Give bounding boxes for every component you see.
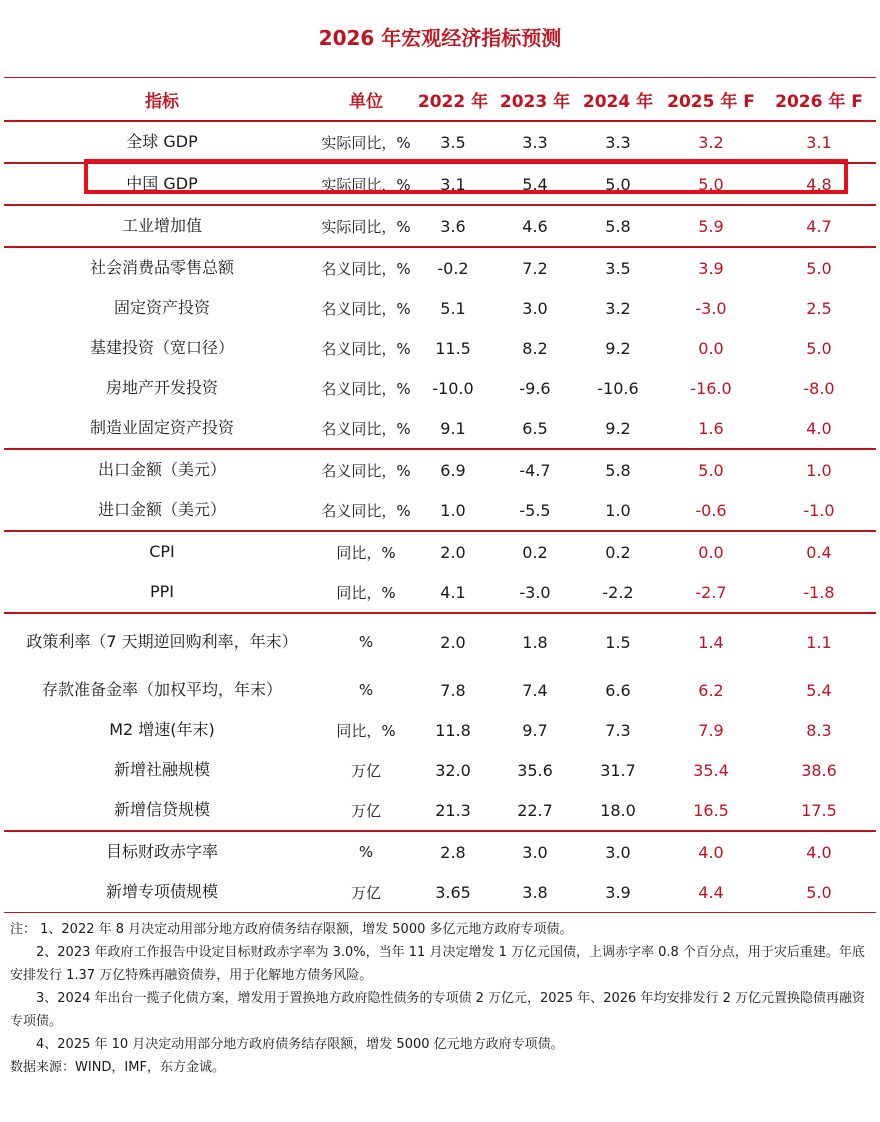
row-unit: 名义同比，% — [320, 449, 412, 490]
value-2023: -3.0 — [519, 582, 551, 602]
row-indicator-name: PPI — [149, 582, 174, 601]
row-indicator-name: 中国 GDP — [4, 163, 320, 205]
value-2022: 4.1 — [440, 582, 466, 602]
value-2025f: 6.2 — [698, 680, 724, 700]
table-row — [4, 790, 876, 831]
note-4: 4、2025 年 10 月决定动用部分地方政府债务结存限额，增发 5000 亿元地方政府专项债。 — [36, 1037, 564, 1052]
table-row — [4, 368, 876, 408]
value-2022: 3.65 — [412, 872, 494, 913]
value-2026f: -1.8 — [803, 582, 835, 602]
value-2024: 5.0 — [576, 163, 660, 205]
value-2023: 3.0 — [522, 298, 548, 318]
value-2025f: 35.4 — [693, 760, 729, 780]
value-2025f: -3.0 — [695, 298, 727, 318]
value-2025f: 5.0 — [660, 163, 762, 205]
table-row — [4, 831, 876, 872]
row-indicator-name: 政策利率（7 天期逆回购利率，年末） — [4, 613, 320, 670]
table-row — [4, 531, 876, 572]
table-row — [4, 613, 876, 670]
table-row — [4, 872, 876, 913]
value-2026f: 8.3 — [806, 720, 832, 740]
value-2025f: -0.6 — [695, 500, 727, 520]
value-2022: -10.0 — [432, 378, 474, 398]
row-unit: % — [320, 831, 412, 872]
table-row — [4, 328, 876, 368]
value-2024: 5.8 — [576, 449, 660, 490]
row-indicator-name: 进口金额（美元） — [97, 500, 226, 519]
row-indicator-name: 存款准备金率（加权平均，年末） — [41, 680, 282, 699]
header-2022: 2022 年 — [412, 78, 494, 122]
value-2022: 32.0 — [435, 760, 471, 780]
row-unit: 名义同比，% — [321, 419, 411, 438]
value-2022: 2.8 — [412, 831, 494, 872]
note-1: 注： 1、2022 年 8 月决定动用部分地方政府债务结存限额，增发 5000 多亿元地方政府专项债。 — [10, 922, 573, 937]
value-2023: 9.7 — [522, 720, 548, 740]
value-2026f: 5.4 — [806, 680, 832, 700]
value-2024: -2.2 — [602, 582, 634, 602]
header-2026f: 2026 年 F — [762, 78, 876, 122]
china-gdp-highlight-box — [84, 159, 848, 194]
value-2023: -4.7 — [494, 449, 576, 490]
row-indicator-name: 制造业固定资产投资 — [89, 418, 234, 437]
value-2026f: 0.4 — [762, 531, 876, 572]
value-2026f: 4.0 — [806, 418, 832, 438]
value-2026f: 3.1 — [806, 132, 832, 152]
value-2025f: 0.0 — [660, 531, 762, 572]
value-2025f: 4.0 — [660, 831, 762, 872]
row-indicator-name: 工业增加值 — [4, 205, 320, 247]
value-2022: 2.0 — [412, 613, 494, 670]
table-row — [4, 205, 876, 247]
value-2024: 1.5 — [576, 613, 660, 670]
table-row — [4, 408, 876, 449]
value-2023: 22.7 — [517, 800, 553, 820]
value-2022: 2.0 — [412, 531, 494, 572]
value-2022: 6.9 — [412, 449, 494, 490]
value-2025f: 4.4 — [660, 872, 762, 913]
note-2: 2、2023 年政府工作报告中设定目标财政赤字率为 3.0%，当年 11 月决定增发 1 万亿元国债，上调赤字率 0.8 个百分点，用于灾后重建。年底安排发行 1.37 万亿特殊再融资债券，用于化解地方债务风险。 — [10, 945, 865, 983]
table-row — [4, 750, 876, 790]
value-2026f: 4.7 — [762, 205, 876, 247]
notes-section — [10, 918, 874, 1079]
row-unit: % — [358, 681, 374, 699]
value-2024: 9.2 — [605, 338, 631, 358]
header-indicator: 指标 — [4, 78, 320, 122]
value-2026f: -1.0 — [803, 500, 835, 520]
value-2023: 3.3 — [522, 132, 548, 152]
value-2025f: 7.9 — [698, 720, 724, 740]
value-2025f: 16.5 — [693, 800, 729, 820]
value-2026f: 38.6 — [801, 760, 837, 780]
row-unit: 同比，% — [320, 531, 412, 572]
table-row — [4, 490, 876, 531]
value-2022: 7.8 — [440, 680, 466, 700]
row-unit: 实际同比，% — [320, 163, 412, 205]
value-2024: 0.2 — [576, 531, 660, 572]
header-2023: 2023 年 — [494, 78, 576, 122]
value-2022: 9.1 — [440, 418, 466, 438]
value-2024: 3.5 — [576, 247, 660, 288]
value-2023: 7.2 — [494, 247, 576, 288]
value-2025f: -16.0 — [690, 378, 732, 398]
value-2026f: -8.0 — [803, 378, 835, 398]
value-2026f: 17.5 — [801, 800, 837, 820]
value-2024: 3.3 — [605, 132, 631, 152]
value-2026f: 4.0 — [762, 831, 876, 872]
value-2026f: 5.0 — [762, 872, 876, 913]
row-indicator-name: CPI — [4, 531, 320, 572]
value-2026f: 5.0 — [806, 338, 832, 358]
row-unit: % — [320, 613, 412, 670]
table-row — [4, 288, 876, 328]
forecast-table — [4, 77, 876, 913]
value-2024: 3.9 — [576, 872, 660, 913]
value-2024: 1.0 — [605, 500, 631, 520]
value-2024: 5.8 — [576, 205, 660, 247]
row-indicator-name: 新增社融规模 — [113, 760, 210, 779]
header-unit: 单位 — [320, 78, 412, 122]
row-unit: 名义同比，% — [321, 501, 411, 520]
note-3: 3、2024 年出台一揽子化债方案，增发用于置换地方政府隐性债务的专项债 2 万亿元，2025 年、2026 年均安排发行 2 万亿元置换隐债再融资专项债。 — [10, 991, 865, 1029]
value-2024: 9.2 — [605, 418, 631, 438]
value-2023: 3.8 — [494, 872, 576, 913]
row-indicator-name: 新增信贷规模 — [113, 800, 210, 819]
value-2025f: 1.4 — [660, 613, 762, 670]
table-row — [4, 670, 876, 710]
row-indicator-name: 新增专项债规模 — [4, 872, 320, 913]
row-indicator-name: 社会消费品零售总额 — [4, 247, 320, 288]
value-2025f: 5.9 — [660, 205, 762, 247]
value-2022: 1.0 — [440, 500, 466, 520]
value-2024: 18.0 — [600, 800, 636, 820]
row-unit: 万亿 — [350, 801, 381, 820]
row-unit: 万亿 — [350, 761, 381, 780]
value-2025f: -2.7 — [695, 582, 727, 602]
row-indicator-name: 房地产开发投资 — [105, 378, 218, 397]
value-2026f: 5.0 — [762, 247, 876, 288]
header-2024: 2024 年 — [576, 78, 660, 122]
table-body — [4, 121, 876, 913]
value-2025f: 5.0 — [660, 449, 762, 490]
value-2023: 35.6 — [517, 760, 553, 780]
row-unit: 名义同比，% — [320, 247, 412, 288]
value-2022: 3.1 — [412, 163, 494, 205]
row-unit: 实际同比，% — [321, 133, 411, 152]
value-2026f: 1.1 — [762, 613, 876, 670]
value-2025f: 1.6 — [698, 418, 724, 438]
data-source: 数据来源：WIND，IMF，东方金诚。 — [10, 1060, 225, 1075]
value-2023: -5.5 — [519, 500, 551, 520]
value-2023: 6.5 — [522, 418, 548, 438]
row-indicator-name: 目标财政赤字率 — [4, 831, 320, 872]
value-2022: 5.1 — [440, 298, 466, 318]
table-row — [4, 449, 876, 490]
value-2024: 31.7 — [600, 760, 636, 780]
value-2024: -10.6 — [597, 378, 639, 398]
value-2022: 21.3 — [435, 800, 471, 820]
row-unit: 同比，% — [336, 721, 396, 740]
value-2022: 3.6 — [412, 205, 494, 247]
value-2023: 3.0 — [494, 831, 576, 872]
value-2025f: 3.9 — [660, 247, 762, 288]
row-indicator-name: 基建投资（宽口径） — [89, 338, 234, 357]
table-row — [4, 247, 876, 288]
value-2026f: 1.0 — [762, 449, 876, 490]
row-indicator-name: 固定资产投资 — [113, 298, 210, 317]
value-2026f: 4.8 — [762, 163, 876, 205]
value-2024: 7.3 — [605, 720, 631, 740]
value-2024: 6.6 — [605, 680, 631, 700]
page-title: 2026 年宏观经济指标预测 — [318, 26, 562, 50]
value-2022: 3.5 — [440, 132, 466, 152]
value-2023: 0.2 — [494, 531, 576, 572]
value-2024: 3.2 — [605, 298, 631, 318]
row-indicator-name: M2 增速(年末) — [109, 720, 215, 739]
row-unit: 实际同比，% — [320, 205, 412, 247]
value-2022: 11.5 — [435, 338, 471, 358]
row-unit: 名义同比，% — [321, 299, 411, 318]
row-indicator-name: 全球 GDP — [126, 132, 198, 151]
row-unit: 名义同比，% — [321, 379, 411, 398]
row-unit: 同比，% — [336, 583, 396, 602]
table-row — [4, 710, 876, 750]
value-2023: -9.6 — [519, 378, 551, 398]
table-header-row — [4, 78, 876, 122]
value-2022: 11.8 — [435, 720, 471, 740]
value-2023: 5.4 — [494, 163, 576, 205]
row-indicator-name: 出口金额（美元） — [4, 449, 320, 490]
value-2023: 1.8 — [494, 613, 576, 670]
value-2025f: 0.0 — [698, 338, 724, 358]
value-2026f: 2.5 — [806, 298, 832, 318]
value-2023: 4.6 — [494, 205, 576, 247]
table-row — [4, 572, 876, 613]
header-2025f: 2025 年 F — [660, 78, 762, 122]
row-unit: 名义同比，% — [321, 339, 411, 358]
value-2023: 8.2 — [522, 338, 548, 358]
row-unit: 万亿 — [320, 872, 412, 913]
value-2024: 3.0 — [576, 831, 660, 872]
table-row — [4, 121, 876, 163]
value-2025f: 3.2 — [698, 132, 724, 152]
value-2023: 7.4 — [522, 680, 548, 700]
value-2022: -0.2 — [412, 247, 494, 288]
